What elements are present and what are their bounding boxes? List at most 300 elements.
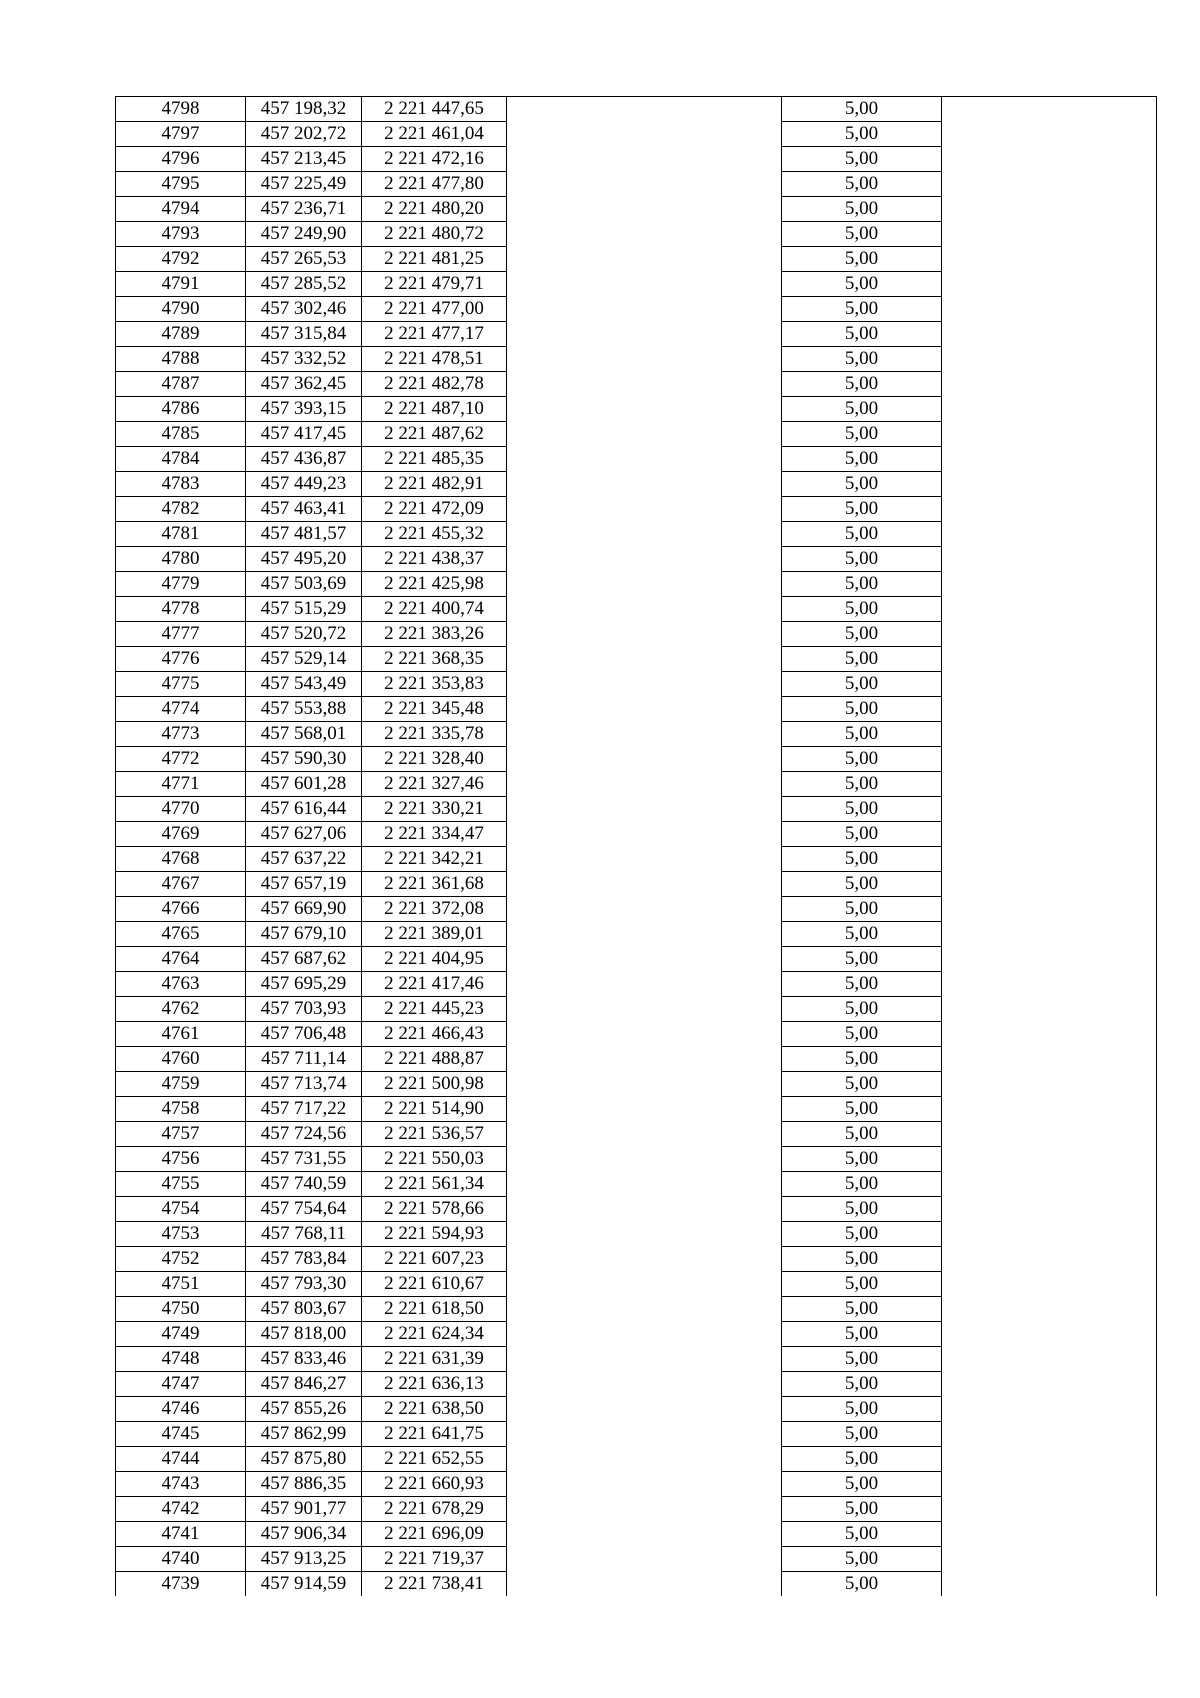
note-cell [942,822,1157,847]
note-cell [942,947,1157,972]
x-coordinate-cell: 457 553,88 [246,697,362,722]
note-cell [942,1022,1157,1047]
table-row [116,1522,1157,1547]
table-row [116,572,1157,597]
table-row [116,97,1157,122]
x-coordinate-cell: 457 679,10 [246,922,362,947]
point-number-cell: 4796 [116,147,246,172]
note-cell [942,1347,1157,1372]
x-coordinate-cell: 457 713,74 [246,1072,362,1097]
point-number-cell: 4797 [116,122,246,147]
x-coordinate-cell: 457 637,22 [246,847,362,872]
note-cell [942,797,1157,822]
table-row [116,747,1157,772]
point-number-cell: 4786 [116,397,246,422]
point-number-cell: 4751 [116,1272,246,1297]
point-number-cell: 4766 [116,897,246,922]
note-cell [942,872,1157,897]
empty-cell [507,1397,782,1422]
value-cell: 5,00 [782,1222,942,1247]
x-coordinate-cell: 457 568,01 [246,722,362,747]
empty-cell [507,97,782,122]
empty-cell [507,522,782,547]
x-coordinate-cell: 457 515,29 [246,597,362,622]
empty-cell [507,1247,782,1272]
note-cell [942,1247,1157,1272]
y-coordinate-cell: 2 221 696,09 [362,1522,507,1547]
point-number-cell: 4788 [116,347,246,372]
value-cell: 5,00 [782,847,942,872]
table-row [116,147,1157,172]
table-row [116,822,1157,847]
y-coordinate-cell: 2 221 481,25 [362,247,507,272]
table-row [116,1247,1157,1272]
point-number-cell: 4791 [116,272,246,297]
note-cell [942,347,1157,372]
note-cell [942,1147,1157,1172]
point-number-cell: 4759 [116,1072,246,1097]
empty-cell [507,1372,782,1397]
table-row [116,1122,1157,1147]
note-cell [942,1472,1157,1497]
table-row [116,672,1157,697]
x-coordinate-cell: 457 783,84 [246,1247,362,1272]
empty-cell [507,147,782,172]
note-cell [942,397,1157,422]
note-cell [942,122,1157,147]
empty-cell [507,1297,782,1322]
point-number-cell: 4755 [116,1172,246,1197]
x-coordinate-cell: 457 417,45 [246,422,362,447]
point-number-cell: 4784 [116,447,246,472]
y-coordinate-cell: 2 221 482,91 [362,472,507,497]
note-cell [942,772,1157,797]
empty-cell [507,1422,782,1447]
point-number-cell: 4790 [116,297,246,322]
value-cell: 5,00 [782,1347,942,1372]
point-number-cell: 4771 [116,772,246,797]
x-coordinate-cell: 457 803,67 [246,1297,362,1322]
point-number-cell: 4740 [116,1547,246,1572]
note-cell [942,747,1157,772]
note-cell [942,1497,1157,1522]
note-cell [942,447,1157,472]
empty-cell [507,247,782,272]
y-coordinate-cell: 2 221 472,09 [362,497,507,522]
point-number-cell: 4746 [116,1397,246,1422]
empty-cell [507,497,782,522]
y-coordinate-cell: 2 221 618,50 [362,1297,507,1322]
table-row [116,1022,1157,1047]
point-number-cell: 4776 [116,647,246,672]
y-coordinate-cell: 2 221 345,48 [362,697,507,722]
point-number-cell: 4795 [116,172,246,197]
y-coordinate-cell: 2 221 445,23 [362,997,507,1022]
x-coordinate-cell: 457 901,77 [246,1497,362,1522]
note-cell [942,547,1157,572]
point-number-cell: 4739 [116,1572,246,1597]
y-coordinate-cell: 2 221 335,78 [362,722,507,747]
y-coordinate-cell: 2 221 455,32 [362,522,507,547]
table-row [116,197,1157,222]
point-number-cell: 4773 [116,722,246,747]
empty-cell [507,772,782,797]
note-cell [942,572,1157,597]
table-row [116,522,1157,547]
y-coordinate-cell: 2 221 594,93 [362,1222,507,1247]
table-row [116,172,1157,197]
note-cell [942,1397,1157,1422]
value-cell: 5,00 [782,897,942,922]
x-coordinate-cell: 457 543,49 [246,672,362,697]
empty-cell [507,322,782,347]
y-coordinate-cell: 2 221 353,83 [362,672,507,697]
empty-cell [507,1522,782,1547]
x-coordinate-cell: 457 717,22 [246,1097,362,1122]
note-cell [942,472,1157,497]
note-cell [942,647,1157,672]
y-coordinate-cell: 2 221 641,75 [362,1422,507,1447]
y-coordinate-cell: 2 221 368,35 [362,647,507,672]
coordinates-table-container [115,96,1156,1596]
note-cell [942,697,1157,722]
point-number-cell: 4744 [116,1447,246,1472]
point-number-cell: 4779 [116,572,246,597]
value-cell: 5,00 [782,1522,942,1547]
note-cell [942,897,1157,922]
x-coordinate-cell: 457 695,29 [246,972,362,997]
table-row [116,1497,1157,1522]
point-number-cell: 4783 [116,472,246,497]
empty-cell [507,972,782,997]
value-cell: 5,00 [782,622,942,647]
table-row [116,1397,1157,1422]
note-cell [942,222,1157,247]
table-row [116,847,1157,872]
y-coordinate-cell: 2 221 466,43 [362,1022,507,1047]
value-cell: 5,00 [782,672,942,697]
empty-cell [507,1097,782,1122]
value-cell: 5,00 [782,1122,942,1147]
note-cell [942,272,1157,297]
table-row [116,1147,1157,1172]
value-cell: 5,00 [782,1447,942,1472]
y-coordinate-cell: 2 221 477,17 [362,322,507,347]
point-number-cell: 4798 [116,97,246,122]
table-row [116,972,1157,997]
value-cell: 5,00 [782,872,942,897]
value-cell: 5,00 [782,297,942,322]
table-row [116,1222,1157,1247]
note-cell [942,1197,1157,1222]
table-row [116,922,1157,947]
x-coordinate-cell: 457 601,28 [246,772,362,797]
table-row [116,597,1157,622]
y-coordinate-cell: 2 221 330,21 [362,797,507,822]
x-coordinate-cell: 457 833,46 [246,1347,362,1372]
point-number-cell: 4792 [116,247,246,272]
point-number-cell: 4780 [116,547,246,572]
point-number-cell: 4769 [116,822,246,847]
y-coordinate-cell: 2 221 610,67 [362,1272,507,1297]
y-coordinate-cell: 2 221 652,55 [362,1447,507,1472]
y-coordinate-cell: 2 221 738,41 [362,1572,507,1597]
x-coordinate-cell: 457 285,52 [246,272,362,297]
empty-cell [507,922,782,947]
empty-cell [507,1122,782,1147]
point-number-cell: 4778 [116,597,246,622]
note-cell [942,1322,1157,1347]
x-coordinate-cell: 457 249,90 [246,222,362,247]
note-cell [942,847,1157,872]
y-coordinate-cell: 2 221 660,93 [362,1472,507,1497]
empty-cell [507,647,782,672]
note-cell [942,1272,1157,1297]
table-row [116,1572,1157,1597]
point-number-cell: 4743 [116,1472,246,1497]
table-row [116,297,1157,322]
note-cell [942,997,1157,1022]
point-number-cell: 4754 [116,1197,246,1222]
table-row [116,1447,1157,1472]
x-coordinate-cell: 457 436,87 [246,447,362,472]
value-cell: 5,00 [782,1297,942,1322]
value-cell: 5,00 [782,522,942,547]
table-row [116,372,1157,397]
empty-cell [507,1047,782,1072]
empty-cell [507,1272,782,1297]
empty-cell [507,672,782,697]
empty-cell [507,347,782,372]
note-cell [942,297,1157,322]
coordinates-table [115,96,1157,1596]
x-coordinate-cell: 457 265,53 [246,247,362,272]
x-coordinate-cell: 457 687,62 [246,947,362,972]
value-cell: 5,00 [782,572,942,597]
y-coordinate-cell: 2 221 488,87 [362,1047,507,1072]
value-cell: 5,00 [782,1022,942,1047]
x-coordinate-cell: 457 590,30 [246,747,362,772]
note-cell [942,1097,1157,1122]
x-coordinate-cell: 457 202,72 [246,122,362,147]
y-coordinate-cell: 2 221 485,35 [362,447,507,472]
empty-cell [507,872,782,897]
y-coordinate-cell: 2 221 425,98 [362,572,507,597]
table-row [116,772,1157,797]
point-number-cell: 4782 [116,497,246,522]
note-cell [942,322,1157,347]
y-coordinate-cell: 2 221 472,16 [362,147,507,172]
table-row [116,1422,1157,1447]
x-coordinate-cell: 457 332,52 [246,347,362,372]
table-row [116,422,1157,447]
y-coordinate-cell: 2 221 536,57 [362,1122,507,1147]
note-cell [942,922,1157,947]
value-cell: 5,00 [782,272,942,297]
value-cell: 5,00 [782,322,942,347]
empty-cell [507,1572,782,1597]
x-coordinate-cell: 457 731,55 [246,1147,362,1172]
y-coordinate-cell: 2 221 447,65 [362,97,507,122]
y-coordinate-cell: 2 221 477,80 [362,172,507,197]
point-number-cell: 4785 [116,422,246,447]
empty-cell [507,997,782,1022]
value-cell: 5,00 [782,397,942,422]
table-row [116,547,1157,572]
note-cell [942,972,1157,997]
value-cell: 5,00 [782,647,942,672]
table-row [116,897,1157,922]
point-number-cell: 4789 [116,322,246,347]
value-cell: 5,00 [782,922,942,947]
point-number-cell: 4794 [116,197,246,222]
x-coordinate-cell: 457 463,41 [246,497,362,522]
x-coordinate-cell: 457 362,45 [246,372,362,397]
x-coordinate-cell: 457 913,25 [246,1547,362,1572]
note-cell [942,147,1157,172]
table-row [116,1197,1157,1222]
coordinates-table-body [116,97,1157,1597]
value-cell: 5,00 [782,597,942,622]
x-coordinate-cell: 457 481,57 [246,522,362,547]
table-row [116,997,1157,1022]
empty-cell [507,1447,782,1472]
empty-cell [507,1497,782,1522]
x-coordinate-cell: 457 236,71 [246,197,362,222]
point-number-cell: 4741 [116,1522,246,1547]
point-number-cell: 4753 [116,1222,246,1247]
table-row [116,322,1157,347]
value-cell: 5,00 [782,1047,942,1072]
value-cell: 5,00 [782,1547,942,1572]
value-cell: 5,00 [782,372,942,397]
table-row [116,622,1157,647]
x-coordinate-cell: 457 768,11 [246,1222,362,1247]
table-row [116,472,1157,497]
x-coordinate-cell: 457 393,15 [246,397,362,422]
empty-cell [507,222,782,247]
note-cell [942,1547,1157,1572]
point-number-cell: 4793 [116,222,246,247]
note-cell [942,197,1157,222]
value-cell: 5,00 [782,697,942,722]
empty-cell [507,947,782,972]
x-coordinate-cell: 457 669,90 [246,897,362,922]
empty-cell [507,122,782,147]
y-coordinate-cell: 2 221 607,23 [362,1247,507,1272]
empty-cell [507,622,782,647]
empty-cell [507,272,782,297]
point-number-cell: 4774 [116,697,246,722]
y-coordinate-cell: 2 221 561,34 [362,1172,507,1197]
value-cell: 5,00 [782,1247,942,1272]
point-number-cell: 4777 [116,622,246,647]
empty-cell [507,1022,782,1047]
y-coordinate-cell: 2 221 500,98 [362,1072,507,1097]
note-cell [942,1222,1157,1247]
empty-cell [507,372,782,397]
empty-cell [507,172,782,197]
x-coordinate-cell: 457 495,20 [246,547,362,572]
x-coordinate-cell: 457 793,30 [246,1272,362,1297]
empty-cell [507,697,782,722]
value-cell: 5,00 [782,997,942,1022]
x-coordinate-cell: 457 703,93 [246,997,362,1022]
table-row [116,697,1157,722]
x-coordinate-cell: 457 855,26 [246,1397,362,1422]
x-coordinate-cell: 457 846,27 [246,1372,362,1397]
y-coordinate-cell: 2 221 404,95 [362,947,507,972]
y-coordinate-cell: 2 221 678,29 [362,1497,507,1522]
value-cell: 5,00 [782,1197,942,1222]
value-cell: 5,00 [782,347,942,372]
y-coordinate-cell: 2 221 479,71 [362,272,507,297]
value-cell: 5,00 [782,447,942,472]
note-cell [942,1122,1157,1147]
note-cell [942,497,1157,522]
point-number-cell: 4749 [116,1322,246,1347]
y-coordinate-cell: 2 221 719,37 [362,1547,507,1572]
table-row [116,1472,1157,1497]
point-number-cell: 4745 [116,1422,246,1447]
note-cell [942,522,1157,547]
table-row [116,797,1157,822]
table-row [116,247,1157,272]
x-coordinate-cell: 457 740,59 [246,1172,362,1197]
x-coordinate-cell: 457 529,14 [246,647,362,672]
y-coordinate-cell: 2 221 438,37 [362,547,507,572]
value-cell: 5,00 [782,822,942,847]
point-number-cell: 4757 [116,1122,246,1147]
x-coordinate-cell: 457 724,56 [246,1122,362,1147]
table-row [116,872,1157,897]
x-coordinate-cell: 457 449,23 [246,472,362,497]
table-row [116,272,1157,297]
point-number-cell: 4761 [116,1022,246,1047]
x-coordinate-cell: 457 657,19 [246,872,362,897]
empty-cell [507,1347,782,1372]
empty-cell [507,1547,782,1572]
value-cell: 5,00 [782,797,942,822]
value-cell: 5,00 [782,1272,942,1297]
note-cell [942,622,1157,647]
value-cell: 5,00 [782,747,942,772]
empty-cell [507,1072,782,1097]
x-coordinate-cell: 457 906,34 [246,1522,362,1547]
value-cell: 5,00 [782,1172,942,1197]
x-coordinate-cell: 457 302,46 [246,297,362,322]
note-cell [942,1447,1157,1472]
empty-cell [507,1322,782,1347]
point-number-cell: 4762 [116,997,246,1022]
y-coordinate-cell: 2 221 327,46 [362,772,507,797]
x-coordinate-cell: 457 711,14 [246,1047,362,1072]
y-coordinate-cell: 2 221 417,46 [362,972,507,997]
y-coordinate-cell: 2 221 328,40 [362,747,507,772]
x-coordinate-cell: 457 754,64 [246,1197,362,1222]
point-number-cell: 4772 [116,747,246,772]
x-coordinate-cell: 457 520,72 [246,622,362,647]
note-cell [942,247,1157,272]
x-coordinate-cell: 457 875,80 [246,1447,362,1472]
empty-cell [507,797,782,822]
point-number-cell: 4775 [116,672,246,697]
note-cell [942,97,1157,122]
table-row [116,1347,1157,1372]
note-cell [942,1297,1157,1322]
empty-cell [507,822,782,847]
empty-cell [507,747,782,772]
